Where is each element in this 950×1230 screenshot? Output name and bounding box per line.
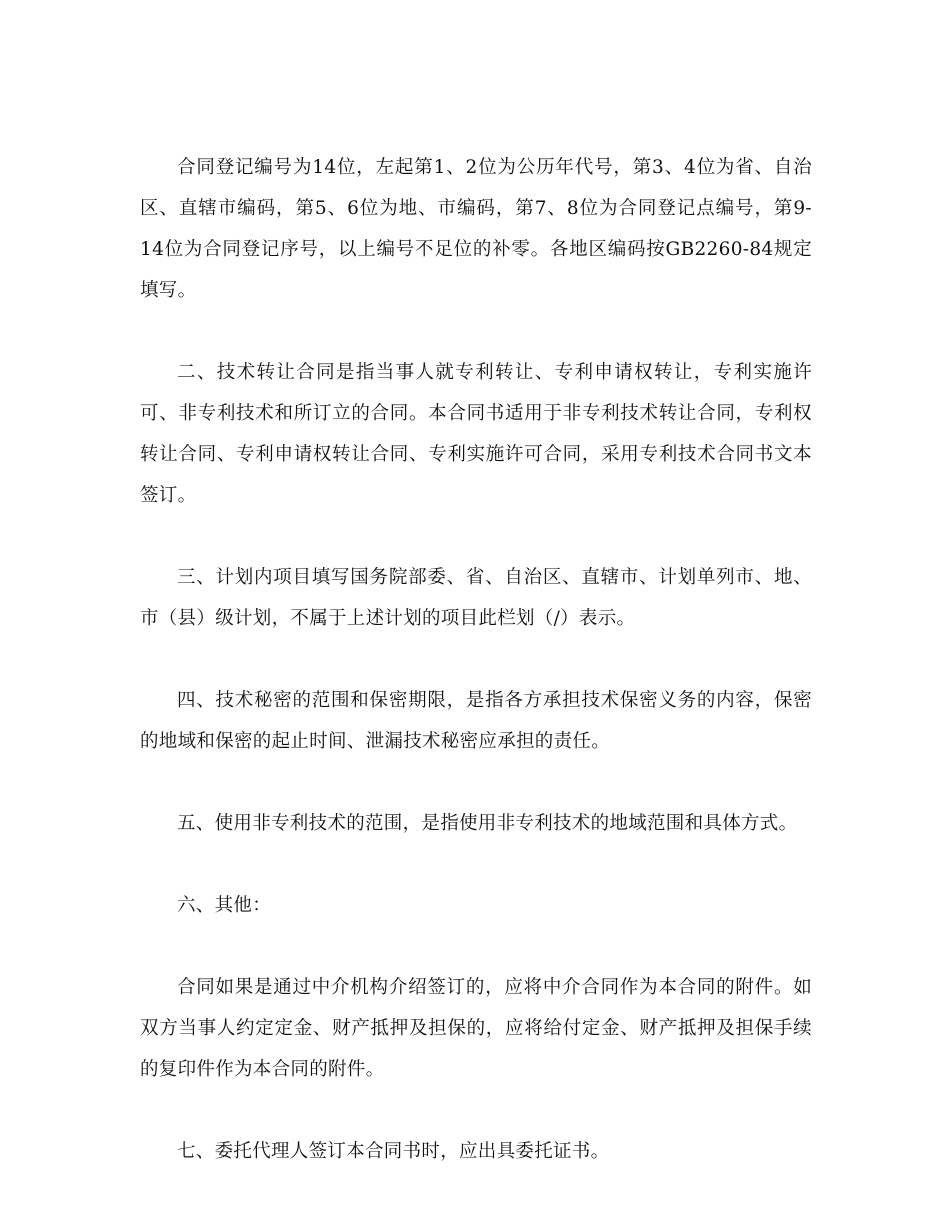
paragraph-section-5: 五、使用非专利技术的范围，是指使用非专利技术的地域范围和具体方式。 xyxy=(177,813,798,834)
paragraph-section-6-heading: 六、其他： xyxy=(177,895,272,916)
document-body xyxy=(140,147,812,1172)
paragraph-section-3: 三、计划内项目填写国务院部委、省、自治区、直辖市、计划单列市、地、市（县）级计划，不属于上述计划的项目此栏划（/）表示。 xyxy=(140,567,812,629)
paragraph-section-6-body: 合同如果是通过中介机构介绍签订的，应将中介合同作为本合同的附件。如双方当事人约定定金、财产抵押及担保的，应将给付定金、财产抵押及担保手续的复印件作为本合同的附件。 xyxy=(140,977,812,1080)
paragraph-section-2: 二、技术转让合同是指当事人就专利转让、专利申请权转让，专利实施许可、非专利技术和所订立的合同。本合同书适用于非专利技术转让合同，专利权转让合同、专利申请权转让合同、专利实施许可合同，采用专利技术合同书文本签订。 xyxy=(140,362,812,506)
paragraph-registration-number: 合同登记编号为14位，左起第1、2位为公历年代号，第3、4位为省、自治区、直辖市编码，第5、6位为地、市编码，第7、8位为合同登记点编号，第9-14位为合同登记序号，以上编号不足位的补零。各地区编码按GB2260-84规定填写。 xyxy=(140,157,812,301)
paragraph-section-4: 四、技术秘密的范围和保密期限，是指各方承担技术保密义务的内容，保密的地域和保密的起止时间、泄漏技术秘密应承担的责任。 xyxy=(140,690,812,752)
paragraph-section-7: 七、委托代理人签订本合同书时，应出具委托证书。 xyxy=(177,1141,610,1162)
